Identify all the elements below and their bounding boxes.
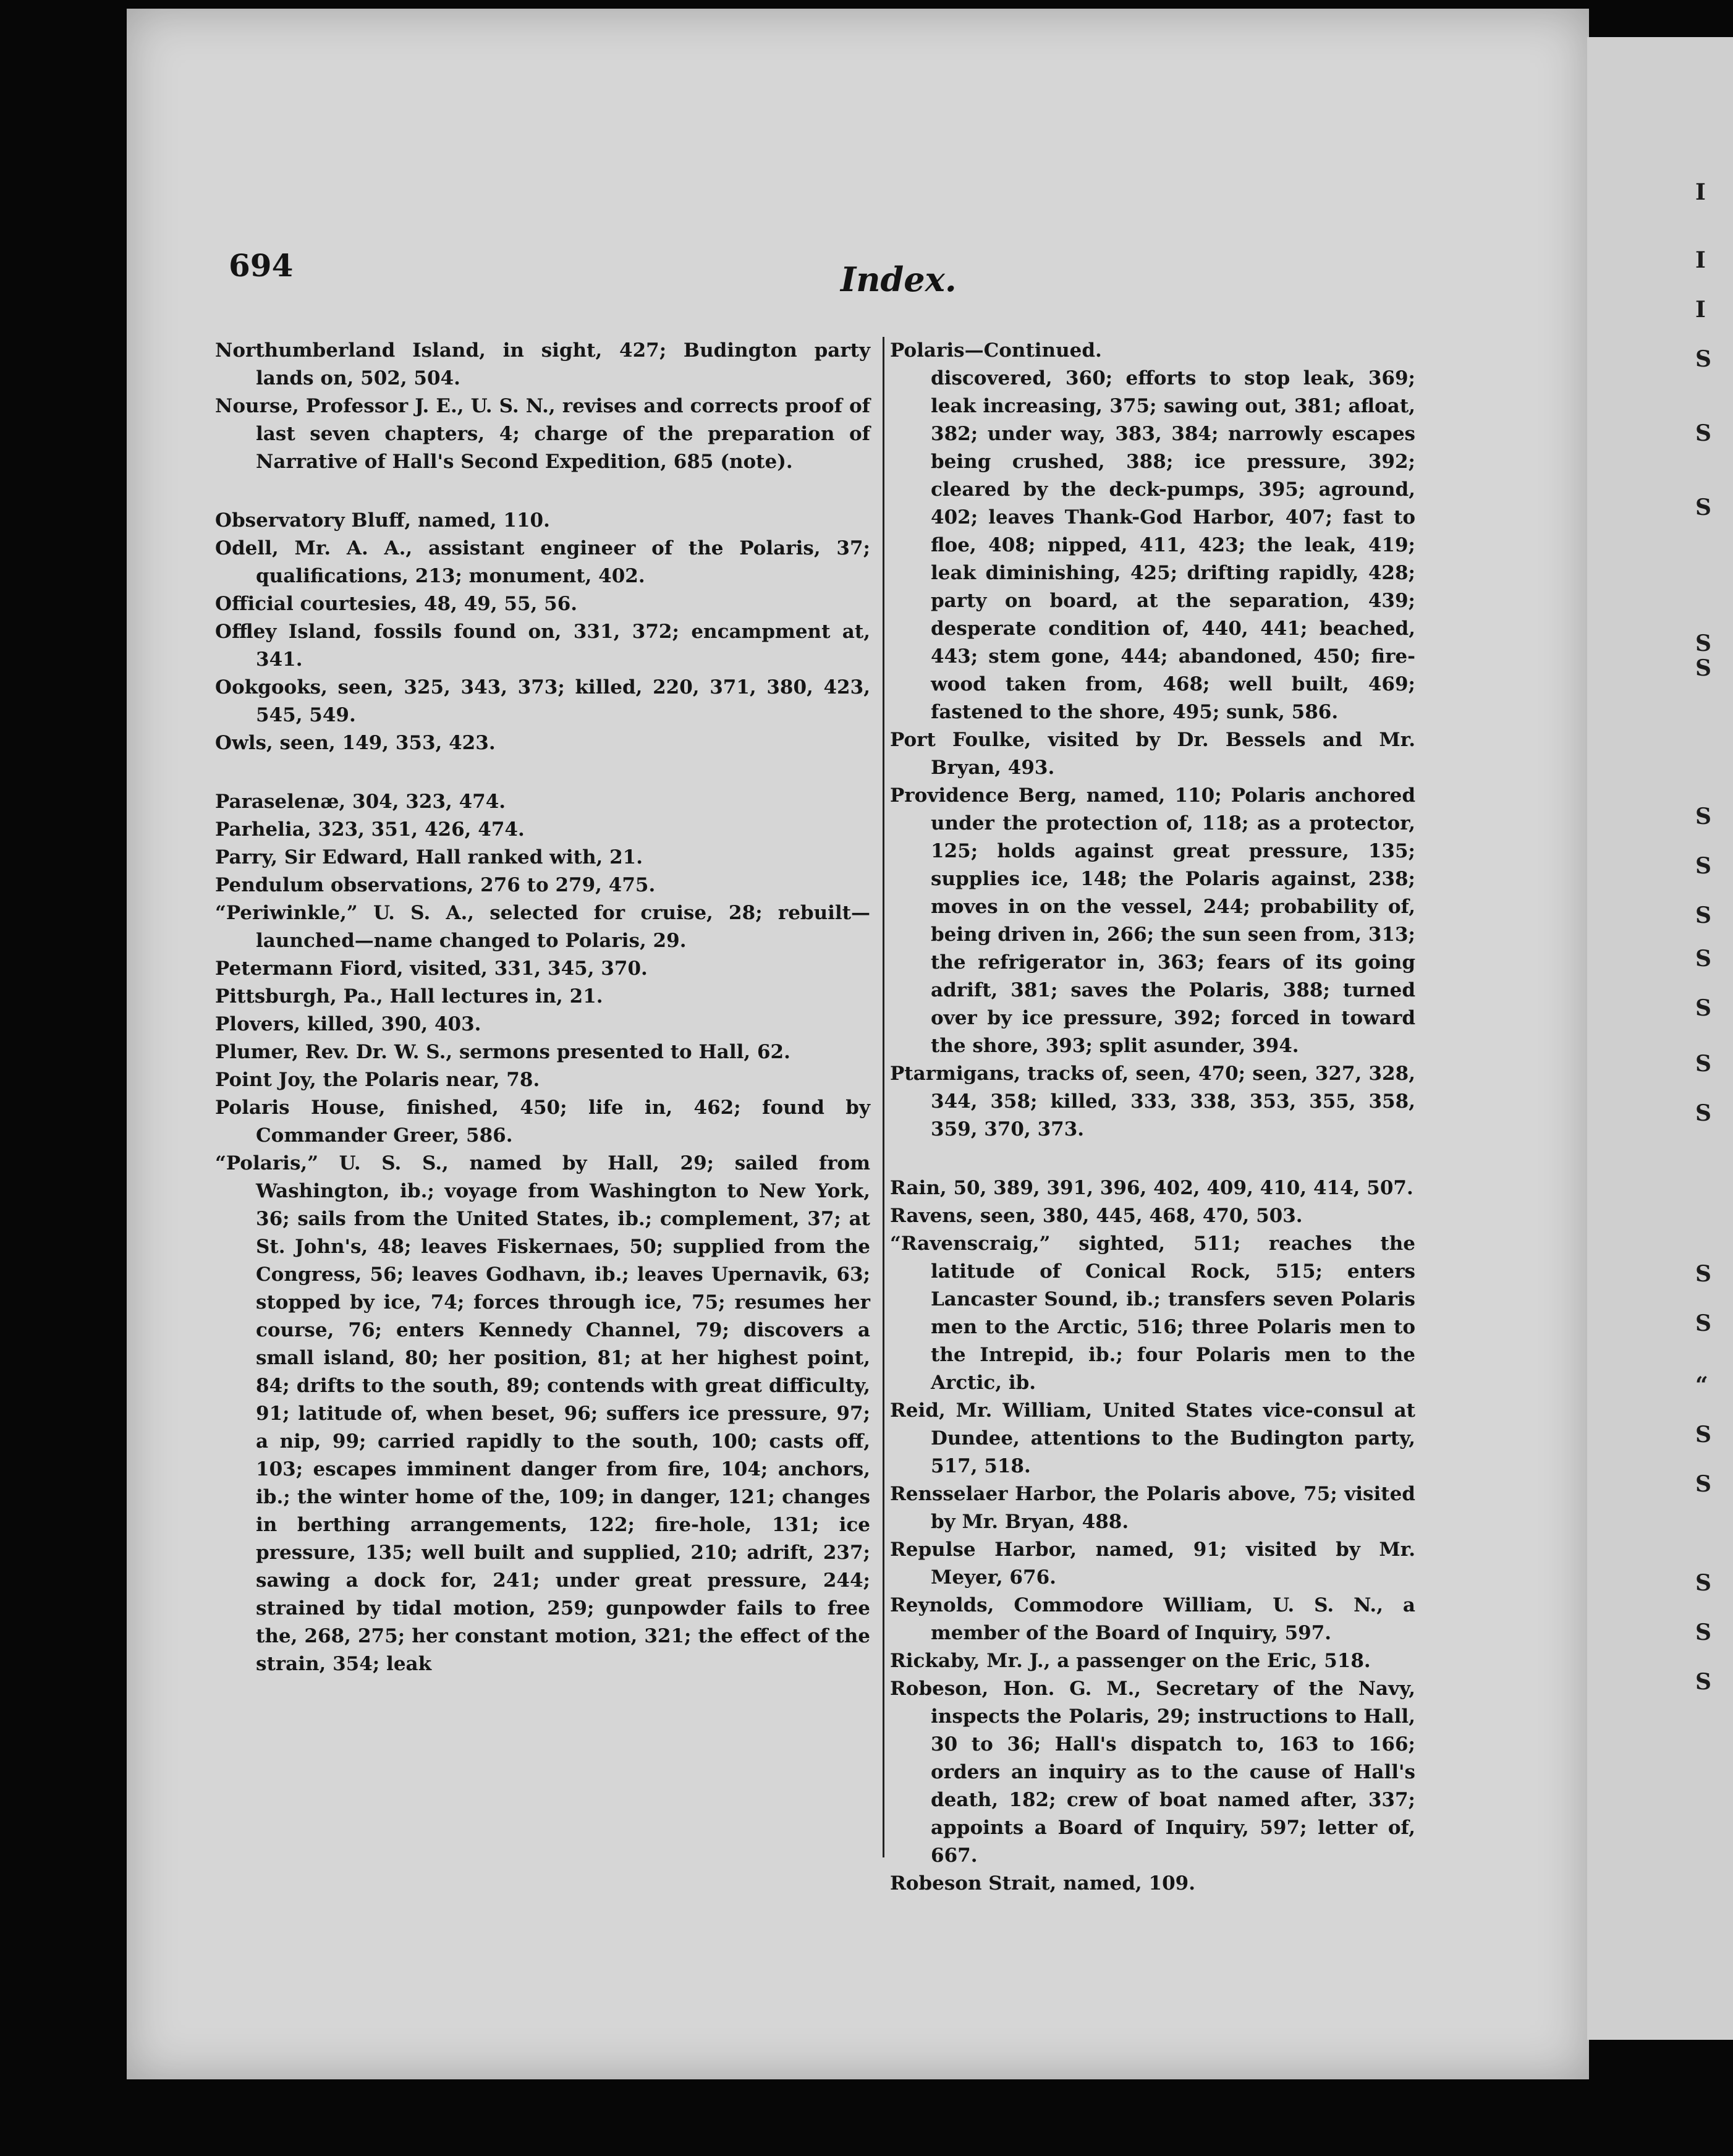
index-entry: Rensselaer Harbor, the Polaris above, 75; visited by Mr. Bryan, 488. bbox=[890, 1483, 1415, 1533]
index-entry: Reynolds, Commodore William, U. S. N., a member of the Board of Inquiry, 597. bbox=[890, 1594, 1415, 1644]
index-entry: Nourse, Professor J. E., U. S. N., revises and corrects proof of last seven chapters, 4; charge of the preparation of Narrative of Hall's Second Expedition, 685 (note). bbox=[215, 395, 870, 473]
index-entry: Reid, Mr. William, United States vice-consul at Dundee, attentions to the Budington party, 517, 518. bbox=[890, 1399, 1415, 1477]
page-number: 694 bbox=[229, 247, 294, 284]
right-entries bbox=[890, 726, 1415, 1898]
edge-letter: S bbox=[1695, 1570, 1711, 1596]
edge-letter: I bbox=[1695, 247, 1706, 273]
index-entry: Parhelia, 323, 351, 426, 474. bbox=[215, 818, 525, 841]
index-entry: Owls, seen, 149, 353, 423. bbox=[215, 732, 496, 754]
index-column-left bbox=[215, 337, 870, 1678]
index-entry: Providence Berg, named, 110; Polaris anchored under the protection of, 118; as a protector, 125; holds against great pressure, 135; supplies ice, 148; the Polaris against, 238; moves in on the vessel, 244; probability of, being driven in, 266; the sun seen from, 313; the refrigerator in, 363; fears of its going adrift, 381; saves the Polaris, 388; turned over by ice pressure, 392; forced in toward the shore, 393; split asunder, 394. bbox=[890, 784, 1415, 1057]
index-entry: Official courtesies, 48, 49, 55, 56. bbox=[215, 593, 578, 615]
edge-letter: S bbox=[1695, 946, 1711, 972]
edge-letter: S bbox=[1695, 494, 1711, 520]
edge-letter: S bbox=[1695, 1310, 1711, 1336]
edge-letter: S bbox=[1695, 346, 1711, 372]
index-entry: Rickaby, Mr. J., a passenger on the Eric, 518. bbox=[890, 1650, 1371, 1672]
index-entry: Robeson Strait, named, 109. bbox=[890, 1872, 1196, 1895]
index-entry: Pittsburgh, Pa., Hall lectures in, 21. bbox=[215, 985, 603, 1008]
edge-letter: S bbox=[1695, 420, 1711, 446]
edge-letter: S bbox=[1695, 902, 1711, 928]
column-divider bbox=[883, 337, 884, 1857]
edge-letter: S bbox=[1695, 1051, 1711, 1077]
index-entry: Port Foulke, visited by Dr. Bessels and Mr. Bryan, 493. bbox=[890, 729, 1415, 779]
edge-letter: S bbox=[1695, 1669, 1711, 1695]
index-entry: Point Joy, the Polaris near, 78. bbox=[215, 1069, 540, 1091]
edge-letter: I bbox=[1695, 179, 1706, 205]
edge-letter: S bbox=[1695, 853, 1711, 879]
edge-letter: S bbox=[1695, 804, 1711, 830]
index-entry: Odell, Mr. A. A., assistant engineer of the Polaris, 37; qualifications, 213; monument, 402. bbox=[215, 537, 870, 587]
edge-letter: “ bbox=[1695, 1372, 1708, 1398]
page-title: Index. bbox=[841, 260, 957, 299]
index-entry: Robeson, Hon. G. M., Secretary of the Navy, inspects the Polaris, 29; instructions to Hall, 30 to 36; Hall's dispatch to, 163 to 166; orders an inquiry as to the cause of Hall's death, 182; crew of boat named after, 337; appoints a Board of Inquiry, 597; letter of, 667. bbox=[890, 1678, 1415, 1867]
index-entry: “Periwinkle,” U. S. A., selected for cruise, 28; rebuilt—launched—name changed to Polaris, 29. bbox=[215, 902, 870, 952]
index-entry: Ravens, seen, 380, 445, 468, 470, 503. bbox=[890, 1205, 1303, 1227]
index-entry: Petermann Fiord, visited, 331, 345, 370. bbox=[215, 957, 648, 980]
adjacent-page-edge bbox=[1587, 37, 1733, 2040]
index-entry: Observatory Bluff, named, 110. bbox=[215, 509, 550, 532]
index-entry: Pendulum observations, 276 to 279, 475. bbox=[215, 874, 656, 896]
edge-letter: I bbox=[1695, 297, 1706, 323]
index-entry: Northumberland Island, in sight, 427; Budington party lands on, 502, 504. bbox=[215, 339, 870, 389]
edge-letter: S bbox=[1695, 630, 1711, 656]
index-column-right bbox=[890, 337, 1415, 1898]
edge-letter: S bbox=[1695, 995, 1711, 1021]
index-entry: Parry, Sir Edward, Hall ranked with, 21. bbox=[215, 846, 643, 868]
index-entry: Plumer, Rev. Dr. W. S., sermons presented to Hall, 62. bbox=[215, 1041, 790, 1063]
index-entry: Repulse Harbor, named, 91; visited by Mr. Meyer, 676. bbox=[890, 1538, 1415, 1589]
index-entry: Ptarmigans, tracks of, seen, 470; seen, 327, 328, 344, 358; killed, 333, 338, 353, 355, 358, 359, 370, 373. bbox=[890, 1063, 1415, 1140]
index-entry: Rain, 50, 389, 391, 396, 402, 409, 410, 414, 507. bbox=[890, 1177, 1413, 1199]
continued-heading: Polaris—Continued. bbox=[890, 339, 1102, 362]
edge-letter: S bbox=[1695, 1261, 1711, 1287]
edge-letter: S bbox=[1695, 1619, 1711, 1645]
edge-letter: S bbox=[1695, 1100, 1711, 1126]
index-entry: Plovers, killed, 390, 403. bbox=[215, 1013, 481, 1035]
edge-letter: S bbox=[1695, 1422, 1711, 1448]
index-entry: Paraselenæ, 304, 323, 474. bbox=[215, 791, 506, 813]
continued-entry-text: discovered, 360; efforts to stop leak, 369; leak increasing, 375; sawing out, 381; afloat, 382; under way, 383, 384; narrowly escapes being crushed, 388; ice pressure, 392; cleared by the deck-pumps, 395; aground, 402; leaves Thank-God Harbor, 407; fast to floe, 408; nipped, 411, 423; the leak, 419; leak diminishing, 425; drifting rapidly, 428; party on board, at the separation, 439; desperate condition of, 440, 441; beached, 443; stem gone, 444; abandoned, 450; fire-wood taken from, 468; well built, 469; fastened to the shore, 495; sunk, 586. bbox=[931, 367, 1415, 723]
index-entry: Polaris House, finished, 450; life in, 462; found by Commander Greer, 586. bbox=[215, 1097, 870, 1147]
edge-letter: S bbox=[1695, 1471, 1711, 1497]
index-entry: “Ravenscraig,” sighted, 511; reaches the latitude of Conical Rock, 515; enters Lancaster Sound, ib.; transfers seven Polaris men to the Arctic, 516; three Polaris men to the Intrepid, ib.; four Polaris men to the Arctic, ib. bbox=[890, 1233, 1415, 1394]
index-entry: Offley Island, fossils found on, 331, 372; encampment at, 341. bbox=[215, 621, 870, 671]
index-entry: “Polaris,” U. S. S., named by Hall, 29; sailed from Washington, ib.; voyage from Washington to New York, 36; sails from the United States, ib.; complement, 37; at St. John's, 48; leaves Fiskernaes, 50; supplied from the Congress, 56; leaves Godhavn, ib.; leaves Upernavik, 63; stopped by ice, 74; forces through ice, 75; resumes her course, 76; enters Kennedy Channel, 79; discovers a small island, 80; her position, 81; at her highest point, 84; drifts to the south, 89; contends with great difficulty, 91; latitude of, when beset, 96; suffers ice pressure, 97; a nip, 99; carried rapidly to the south, 100; casts off, 103; escapes imminent danger from fire, 104; anchors, ib.; the winter home of the, 109; in danger, 121; changes in berthing arrangements, 122; fire-hole, 131; ice pressure, 135; well built and supplied, 210; adrift, 237; sawing a dock for, 241; under great pressure, 244; strained by tidal motion, 259; gunpowder fails to free the, 268, 275; her constant motion, 321; the effect of the strain, 354; leak bbox=[215, 1152, 870, 1675]
edge-letter: S bbox=[1695, 655, 1711, 681]
index-entry: Ookgooks, seen, 325, 343, 373; killed, 220, 371, 380, 423, 545, 549. bbox=[215, 676, 870, 726]
